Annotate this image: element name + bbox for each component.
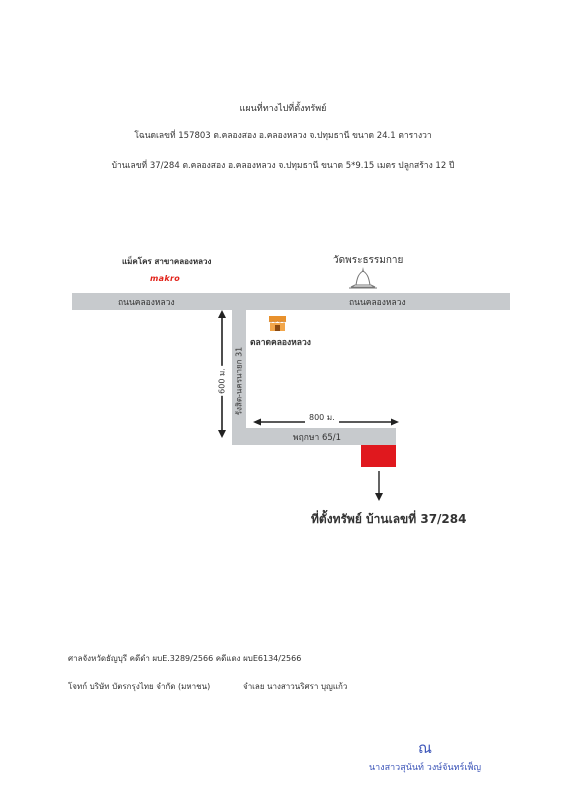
road-label-left: ถนนคลองหลวง	[118, 298, 175, 308]
plaintiff-line: โจทก์ บริษัท บัตรกรุงไทย จำกัด (มหาชน)	[68, 682, 211, 691]
property-marker	[361, 445, 396, 467]
court-case-line: ศาลจังหวัดธัญบุรี คดีดำ ผบE.3289/2566 คดีแดง ผบE6134/2566	[68, 654, 302, 663]
road-label-vertical: รังสิต-นครนายก 31	[234, 346, 244, 416]
page-title: แผนที่ทางไปที่ตั้งทรัพย์	[239, 104, 327, 114]
makro-logo: makro	[150, 274, 180, 283]
property-arrow	[374, 471, 384, 501]
defendant-line: จำเลย นางสาวนริศรา บุญแก้ว	[243, 682, 348, 691]
house-info-line: บ้านเลขที่ 37/284 ต.คลองสอง อ.คลองหลวง จ.ปทุมธานี ขนาด 5*9.15 เมตร ปลูกสร้าง 12 ปี	[111, 161, 455, 171]
signature: ณ	[418, 739, 432, 757]
deed-info-line: โฉนดเลขที่ 157803 ต.คลองสอง อ.คลองหลวง จ.ปทุมธานี ขนาด 24.1 ตารางวา	[134, 131, 432, 141]
market-icon	[268, 315, 287, 332]
market-label: ตลาดคลองหลวง	[250, 338, 311, 348]
road-label-right: ถนนคลองหลวง	[349, 298, 406, 308]
distance-horizontal-label: 800 ม.	[305, 411, 339, 424]
temple-icon	[347, 266, 379, 290]
signer-name: นางสาวสุนันท์ วงษ์จันทร์เพ็ญ	[369, 763, 482, 773]
makro-branch-label: แม็คโคร สาขาคลองหลวง	[122, 257, 212, 266]
distance-vertical-label: 600 ม.	[217, 368, 227, 394]
road-label-pruksa: พฤกษา 65/1	[293, 433, 342, 443]
temple-label: วัดพระธรรมกาย	[333, 255, 404, 266]
property-location-label: ที่ตั้งทรัพย์ บ้านเลขที่ 37/284	[311, 512, 467, 526]
